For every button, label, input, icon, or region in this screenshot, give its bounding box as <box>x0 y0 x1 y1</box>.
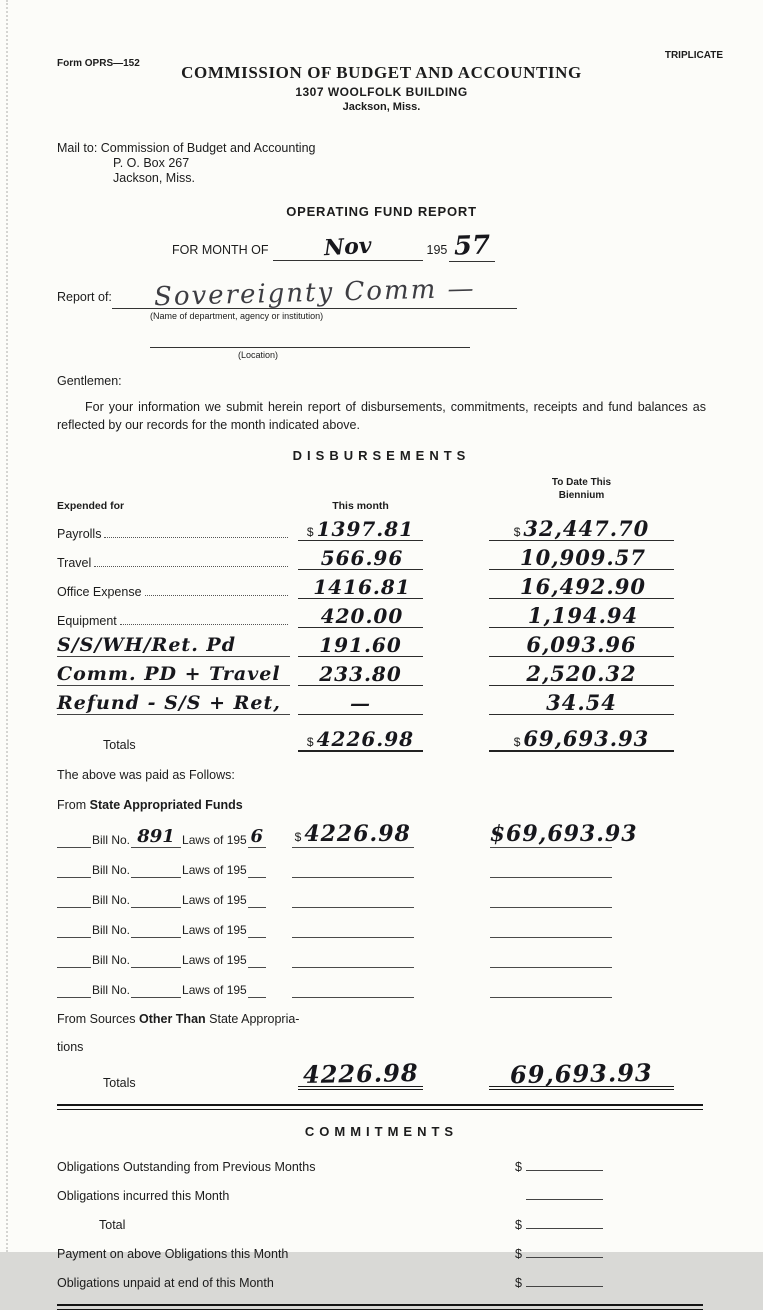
handwritten-amount: 16,492.90 <box>520 574 646 600</box>
handwritten-amount: 191.60 <box>319 633 402 658</box>
handwritten-amount: 566.96 <box>320 546 404 571</box>
col-expended-for: Expended for <box>57 500 125 513</box>
bottom-divider-rule <box>57 1304 703 1310</box>
bill-month-line <box>292 983 414 998</box>
fill-line <box>526 1227 603 1229</box>
table-row-handwritten-2 <box>57 657 763 686</box>
month-fill-line <box>273 234 423 261</box>
from-other-sources-line2: tions <box>57 1040 84 1055</box>
fill-line <box>57 967 91 968</box>
col-biennium: To Date This Biennium <box>551 477 612 501</box>
form-number: Form OPRS—152 <box>57 58 140 69</box>
bill-biennium-line <box>490 983 612 998</box>
location-caption: (Location) <box>238 350 279 360</box>
mail-to-line3: Jackson, Miss. <box>113 171 195 185</box>
paid-as-follows-intro: The above was paid as Follows: <box>57 768 235 783</box>
handwritten-amount: 1,194.94 <box>527 603 639 629</box>
salutation: Gentlemen: <box>57 374 122 388</box>
bill-month-line <box>292 893 414 908</box>
bill-rows <box>0 822 763 998</box>
handwritten-amount: — <box>350 691 371 716</box>
name-caption: (Name of department, agency or institution) <box>150 311 324 321</box>
handwritten-amount: 6,093.96 <box>526 632 637 658</box>
bill-month-line <box>292 863 414 878</box>
dotted-leader <box>94 565 288 567</box>
commitment-row-incurred: Obligations incurred this Month <box>57 1184 603 1203</box>
bill-month-line <box>292 923 414 938</box>
handwritten-month: Nov <box>323 232 372 262</box>
bill-biennium-line <box>490 863 612 878</box>
amount-field: $ <box>515 1247 603 1261</box>
report-of-row <box>57 273 763 313</box>
amount-field: $ <box>515 1218 603 1232</box>
bill-no-line <box>131 923 181 938</box>
dotted-leader <box>120 623 288 625</box>
section-divider-rule <box>57 1104 703 1110</box>
table-row-handwritten-1 <box>57 628 763 657</box>
biennium-cell <box>489 547 674 570</box>
biennium-cell: $ 32,447.70 <box>489 518 674 541</box>
handwritten-amount: 69,693.93 <box>523 726 650 752</box>
row-label: Office Expense <box>57 585 142 600</box>
mail-to-label: Mail to: <box>57 141 98 155</box>
this-month-cell <box>298 635 423 657</box>
for-month-row <box>172 231 763 262</box>
laws-year-line <box>248 953 266 968</box>
dotted-leader <box>145 594 288 596</box>
handwritten-department: Sovereignty Comm — <box>153 273 476 313</box>
handwritten-row-label: S/S/WH/Ret. Pd <box>57 634 237 657</box>
handwritten-amount: 233.80 <box>319 662 402 687</box>
bill-biennium-line <box>489 821 638 848</box>
mail-to-line2: P. O. Box 267 <box>113 156 190 170</box>
disbursements-totals-row <box>57 721 763 752</box>
fill-line <box>57 997 91 998</box>
bottom-totals-month <box>298 1058 423 1090</box>
handwritten-year: 57 <box>453 230 491 262</box>
fill-line <box>526 1285 603 1287</box>
amount-field: $ <box>515 1276 603 1290</box>
totals-biennium: $ 69,693.93 <box>489 728 674 752</box>
biennium-cell <box>489 576 674 599</box>
commitment-row-payment: Payment on above Obligations this Month $ <box>57 1242 603 1261</box>
letter-body: For your information we submit herein report of disbursements, commitments, receipts and fund balances as reflected by our records for the month indicated above. <box>57 400 706 433</box>
laws-year-line <box>248 863 266 878</box>
org-name: COMMISSION OF BUDGET AND ACCOUNTING <box>181 63 582 82</box>
fill-line <box>526 1256 603 1258</box>
commitments-rows <box>0 1155 763 1290</box>
bill-month-line: $ 4226.98 <box>292 821 414 848</box>
org-building: 1307 WOOLFOLK BUILDING <box>295 85 468 100</box>
table-row-equipment <box>57 599 763 628</box>
bill-row-4: Bill No. Laws of 195 <box>57 912 670 938</box>
handwritten-bill-no: 891 <box>137 826 175 848</box>
handwritten-laws-year: 6 <box>250 826 263 848</box>
fill-line <box>526 1198 603 1200</box>
handwritten-amount: 1416.81 <box>313 575 411 600</box>
amount-field <box>515 1198 603 1203</box>
table-row-travel <box>57 541 763 570</box>
mail-to-line1: Commission of Budget and Accounting <box>100 141 316 155</box>
org-city: Jackson, Miss. <box>342 101 421 114</box>
this-month-cell <box>298 548 423 570</box>
handwritten-amount: 69,693.93 <box>509 1058 654 1090</box>
bill-no-line <box>131 826 181 848</box>
totals-label: Totals <box>103 738 136 753</box>
row-label: Travel <box>57 556 92 571</box>
handwritten-amount: 2,520.32 <box>526 661 637 687</box>
bill-no-line <box>131 983 181 998</box>
handwritten-row-label: Comm. PD + Travel <box>57 663 281 686</box>
bottom-totals-row <box>57 1058 763 1090</box>
this-month-cell <box>298 664 423 686</box>
handwritten-amount: 4226.98 <box>304 821 411 848</box>
bottom-totals-biennium <box>489 1058 674 1090</box>
year-printed: 195 <box>426 243 448 257</box>
this-month-cell <box>298 606 423 628</box>
bill-biennium-line <box>490 953 612 968</box>
handwritten-amount: 32,447.70 <box>523 516 650 542</box>
bill-row-6: Bill No. Laws of 195 <box>57 972 670 998</box>
laws-year-line <box>248 893 266 908</box>
laws-year-line <box>248 826 266 848</box>
copy-label: TRIPLICATE <box>664 50 723 61</box>
fill-line <box>57 877 91 878</box>
bill-biennium-line <box>490 893 612 908</box>
row-label: Equipment <box>57 614 117 629</box>
this-month-cell <box>298 577 423 599</box>
bill-row-3: Bill No. Laws of 195 <box>57 882 670 908</box>
commitment-row-total: Total $ <box>57 1213 603 1232</box>
fill-line <box>57 937 91 938</box>
report-of-fill-line <box>112 273 517 313</box>
row-label: Payrolls <box>57 527 102 542</box>
fill-line <box>57 907 91 908</box>
bill-no-line <box>131 953 181 968</box>
scan-edge-artifact <box>6 0 8 1252</box>
amount-field: $ <box>515 1160 603 1174</box>
handwritten-amount: $69,693.93 <box>489 821 638 848</box>
bill-row-5: Bill No. Laws of 195 <box>57 942 670 968</box>
dotted-leader <box>104 536 288 538</box>
bill-row-2: Bill No. Laws of 195 <box>57 852 670 878</box>
disbursements-column-headers <box>57 477 763 512</box>
totals-label: Totals <box>103 1076 136 1091</box>
biennium-cell <box>489 692 674 715</box>
col-this-month: This month <box>332 500 389 513</box>
report-title: OPERATING FUND REPORT <box>286 204 477 219</box>
bill-biennium-line <box>490 923 612 938</box>
biennium-cell <box>489 605 674 628</box>
this-month-cell <box>298 693 423 715</box>
table-row-office-expense <box>57 570 763 599</box>
commitment-row-unpaid: Obligations unpaid at end of this Month $ <box>57 1271 603 1290</box>
laws-year-line <box>248 923 266 938</box>
from-state-funds-line: From State Appropriated Funds <box>57 798 243 813</box>
disbursements-title: DISBURSEMENTS <box>292 448 471 464</box>
fill-line <box>526 1169 603 1171</box>
table-row-payrolls <box>57 512 763 541</box>
handwritten-amount: 1397.81 <box>316 517 415 542</box>
for-month-label: FOR MONTH OF <box>172 243 269 257</box>
location-fill-line <box>150 335 470 348</box>
bill-month-line <box>292 953 414 968</box>
bill-no-line <box>131 893 181 908</box>
handwritten-row-label: Refund - S/S + Ret, <box>57 692 281 715</box>
handwritten-amount: 4226.98 <box>316 727 415 752</box>
laws-year-line <box>248 983 266 998</box>
biennium-cell <box>489 663 674 686</box>
bill-no-line <box>131 863 181 878</box>
report-of-label: Report of: <box>57 290 112 304</box>
handwritten-amount: 10,909.57 <box>520 545 646 571</box>
commitments-title: COMMITMENTS <box>304 1124 459 1140</box>
handwritten-amount: 420.00 <box>320 604 404 629</box>
handwritten-amount: 34.54 <box>546 690 617 716</box>
year-fill-line <box>449 231 495 262</box>
from-other-sources-line: From Sources Other Than State Appropria- <box>57 1012 300 1027</box>
biennium-cell <box>489 634 674 657</box>
totals-this-month: $ 4226.98 <box>298 729 423 752</box>
commitment-row-outstanding: Obligations Outstanding from Previous Months $ <box>57 1155 603 1174</box>
bill-row-1: Bill No. 891 Laws of 195 6 $ 4226.98 $69,693.93 <box>57 822 670 848</box>
mail-to-block <box>57 141 763 186</box>
handwritten-amount: 4226.98 <box>302 1058 419 1090</box>
this-month-cell: $ 1397.81 <box>298 519 423 541</box>
table-row-handwritten-3 <box>57 686 763 715</box>
fill-line <box>57 847 91 848</box>
